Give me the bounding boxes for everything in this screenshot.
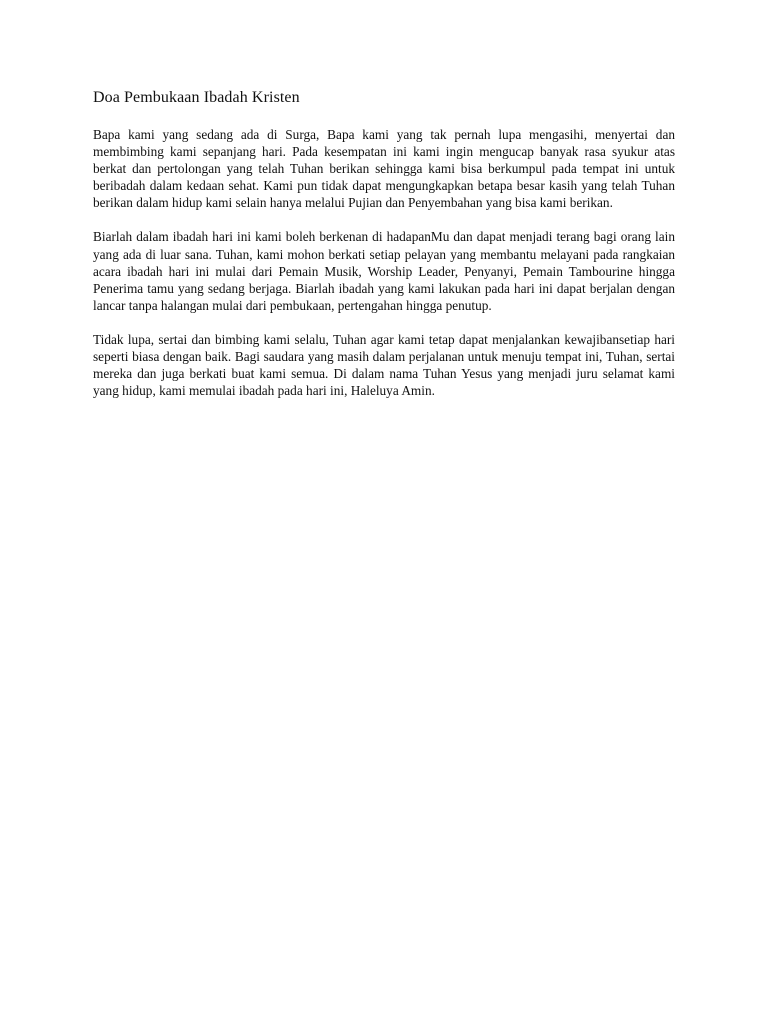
paragraph-3: Tidak lupa, sertai dan bimbing kami selalu, Tuhan agar kami tetap dapat menjalankan kewajibansetiap hari seperti biasa dengan baik. Bagi saudara yang masih dalam perjalanan untuk menuju tempat ini, Tuhan, sertai mereka dan juga berkati buat kami semua. Di dalam nama Tuhan Yesus yang menjadi juru selamat kami yang hidup, kami memulai ibadah pada hari ini, Haleluya Amin.: [93, 331, 675, 399]
document-title: Doa Pembukaan Ibadah Kristen: [93, 89, 300, 106]
document-body: [93, 88, 675, 416]
paragraph-1: Bapa kami yang sedang ada di Surga, Bapa kami yang tak pernah lupa mengasihi, menyertai dan membimbing kami sepanjang hari. Pada kesempatan ini kami ingin mengucap banyak rasa syukur atas berkat dan pertolongan yang telah Tuhan berikan sehingga kami bisa berkumpul pada tempat ini untuk beribadah dalam kedaan sehat. Kami pun tidak dapat mengungkapkan betapa besar kasih yang telah Tuhan berikan dalam hidup kami selain hanya melalui Pujian dan Penyembahan yang bisa kami berikan.: [93, 127, 675, 211]
paragraph-2: Biarlah dalam ibadah hari ini kami boleh berkenan di hadapanMu dan dapat menjadi terang bagi orang lain yang ada di luar sana. Tuhan, kami mohon berkati setiap pelayan yang membantu melayani pada rangkaian acara ibadah hari ini mulai dari Pemain Musik, Worship Leader, Penyanyi, Pemain Tambourine hingga Penerima tamu yang sedang berjaga. Biarlah ibadah yang kami lakukan pada hari ini dapat berjalan dengan lancar tanpa halangan mulai dari pembukaan, pertengahan hingga penutup.: [93, 229, 675, 313]
